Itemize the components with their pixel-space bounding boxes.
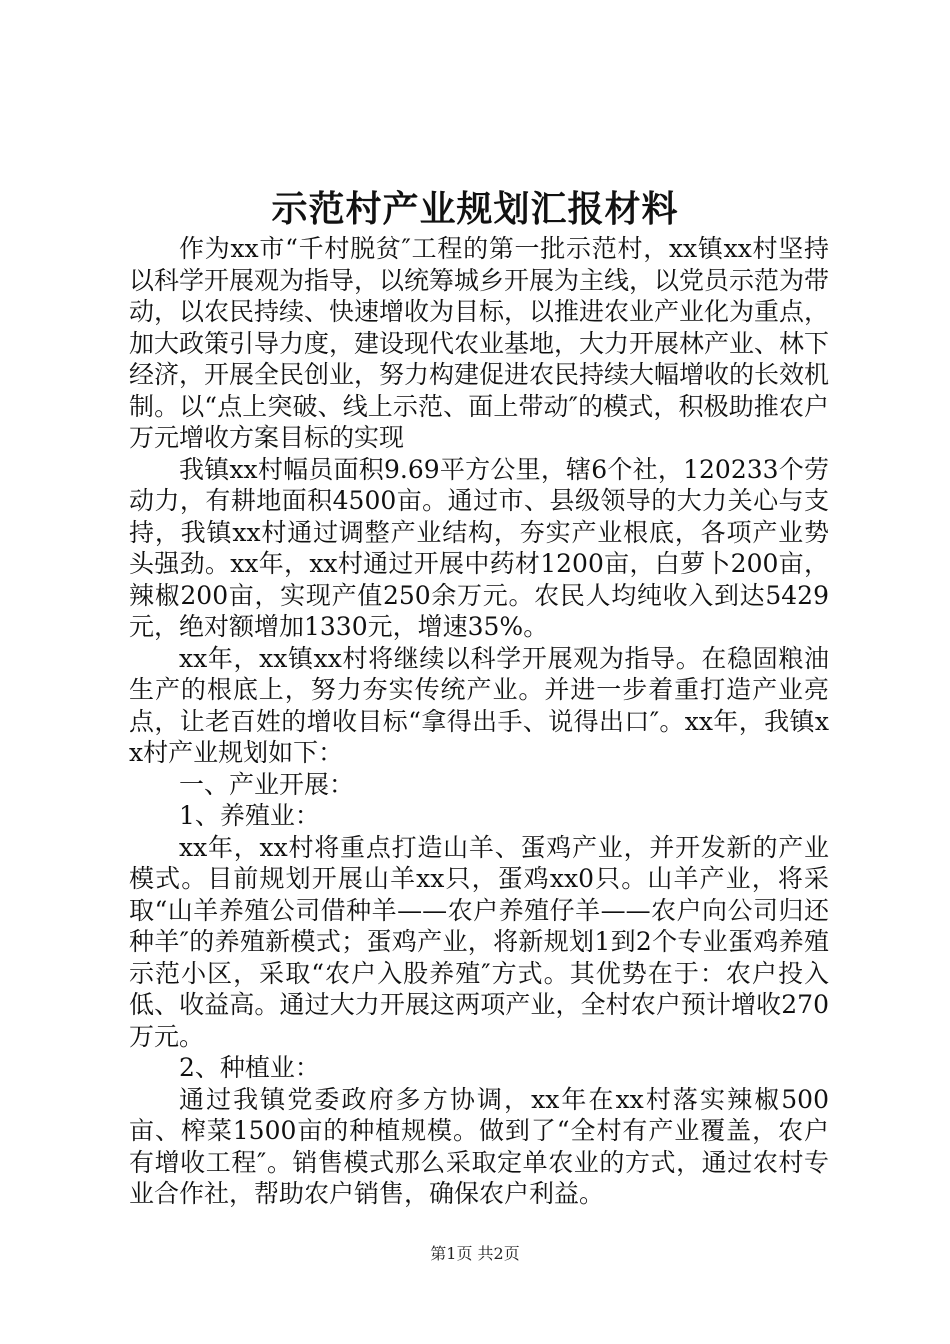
document-title: 示范村产业规划汇报材料 — [271, 188, 679, 230]
paragraph-plan-intro: xx年，xx镇xx村将继续以科学开展观为指导。在稳固粮油生产的根底上，努力夯实传统产业。并进一步着重打造产业亮点，让老百姓的增收目标“拿得出手、说得出口″。xx年，我镇xx村产业规划如下： — [129, 643, 829, 767]
subsection-heading-planting: 2、种植业： — [179, 1053, 320, 1082]
paragraph-village-overview: 我镇xx村幅员面积9.69平方公里，辖6个社，120233个劳动力，有耕地面积4500亩。通过市、县级领导的大力关心与支持，我镇xx村通过调整产业结构，夯实产业根底，各项产业势头强劲。xx年，xx村通过开展中药材1200亩，白萝卜200亩，辣椒200亩，实现产值250余万元。农民人均纯收入到达5429元，绝对额增加1330元，增速35%。 — [129, 454, 829, 641]
paragraph-planting: 通过我镇党委政府多方协调，xx年在xx村落实辣椒500亩、榨菜1500亩的种植规模。做到了“全村有产业覆盖，农户有增收工程″。销售模式那么采取定单农业的方式，通过农村专业合作社，帮助农户销售，确保农户利益。 — [129, 1084, 829, 1208]
paragraph-intro: 作为xx市“千村脱贫″工程的第一批示范村，xx镇xx村坚持以科学开展观为指导，以统筹城乡开展为主线，以党员示范为带动，以农民持续、快速增收为目标，以推进农业产业化为重点，加大政策引导力度，建设现代农业基地，大力开展林产业、林下经济，开展全民创业，努力构建促进农民持续大幅增收的长效机制。以“点上突破、线上示范、面上带动″的模式，积极助推农户万元增收方案目标的实现 — [129, 234, 830, 452]
subsection-heading-breeding: 1、养殖业： — [179, 801, 320, 830]
paragraph-breeding: xx年，xx村将重点打造山羊、蛋鸡产业，并开发新的产业模式。目前规划开展山羊xx只，蛋鸡xx0只。山羊产业，将采取“山羊养殖公司借种羊——农户养殖仔羊——农户向公司归还种羊″的养殖新模式；蛋鸡产业，将新规划1到2个专业蛋鸡养殖示范小区，采取“农户入股养殖″方式。其优势在于：农户投入低、收益高。通过大力开展这两项产业，全村农户预计增收270万元。 — [129, 832, 829, 1051]
section-heading-industry: 一、产业开展： — [179, 769, 355, 799]
page-number-footer: 第1页 共2页 — [430, 1244, 520, 1263]
document-body — [129, 233, 829, 1210]
